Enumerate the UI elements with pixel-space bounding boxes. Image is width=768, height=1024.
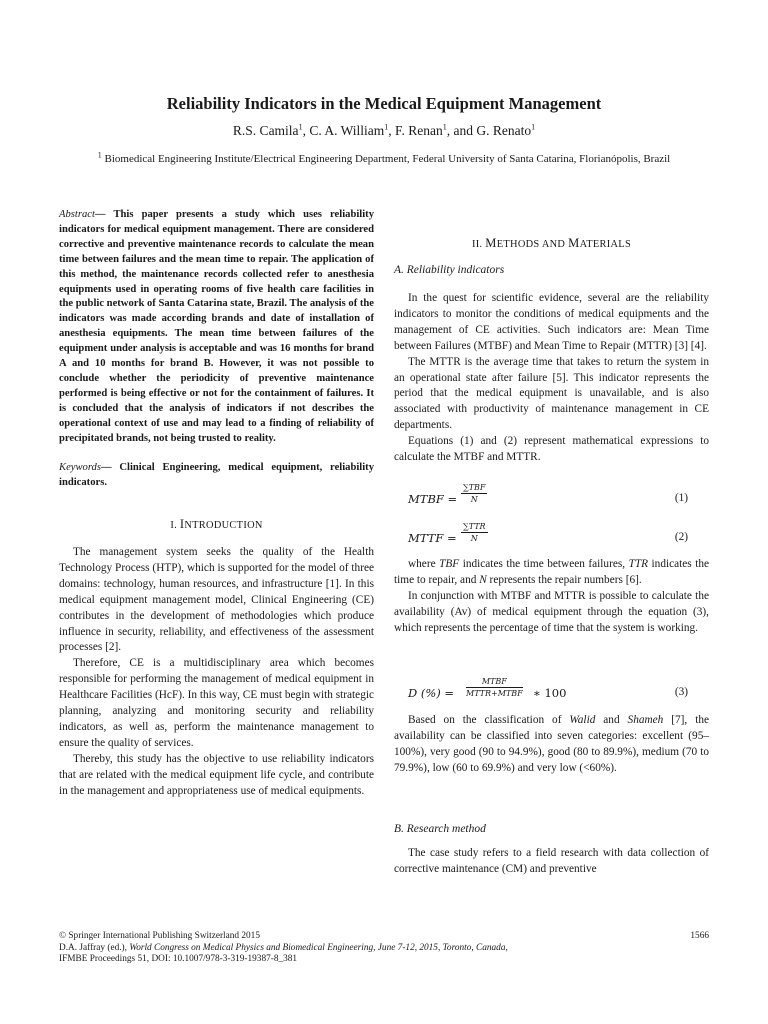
where-paragraph	[394, 557, 709, 589]
equation-denominator: N	[470, 534, 478, 543]
heading-rest: NTRODUCTION	[184, 520, 263, 531]
text-run: represents the repair numbers [6].	[486, 573, 642, 586]
text-run: [7], the availability can be classified into seven categories: excellent (95–100%), very good (90 to 94.9%), good (80 to 89.9%), medium (70 to 79.9%), low (60 to 69.9%) and very low (<60%).	[394, 714, 709, 774]
introduction-body	[59, 545, 374, 800]
text-run: and	[595, 714, 628, 726]
copyright-line: © Springer International Publishing Switzerland 2015	[59, 931, 260, 941]
citation-line	[59, 943, 709, 955]
intro-paragraph: Thereby, this study has the objective to use reliability indicators that are related with the medical equipment life cycle, and contribute in the management and appropriateness use of medical equipments.	[59, 752, 374, 797]
intro-paragraph: Therefore, CE is a multidisciplinary area which becomes responsible for performing the management of medical equipment in Healthcare Facilities (HcF). In this way, CE must begin with strategic planning, analyzing and monitoring security and reliability indicators, as well as, perform the maintenance management to ensure the quality of services.	[59, 657, 374, 749]
doi-line: IFMBE Proceedings 51, DOI: 10.1007/978-3-319-19387-8_381	[59, 954, 298, 964]
author-affil-mark: 1	[384, 122, 389, 132]
variable: TTR	[628, 558, 649, 570]
author-sep: ,	[388, 123, 396, 138]
author-sep: ,	[302, 123, 310, 138]
author-ref: Walid	[569, 714, 596, 726]
author-name: C. A. William	[309, 123, 385, 138]
classification-paragraph	[394, 713, 709, 777]
research-method-paragraph: The case study refers to a field research with data collection of corrective maintenance (CM) and preventive	[394, 847, 709, 875]
author-name: R.S. Camila	[232, 123, 299, 138]
methods-paragraph: In the quest for scientific evidence, several are the reliability indicators to monitor the conditions of medical equipments and the management of CE activities. Such indicators are: Mean Time between Failures (MTBF) and Mean Time to Repair (MTTR) [3] [4].	[394, 292, 709, 352]
author-name: G. Renato	[476, 123, 532, 138]
equation-lhs: D (%) =	[408, 686, 455, 700]
author-sep: , and	[446, 123, 477, 138]
text-run: indicates the time between failures,	[459, 558, 629, 570]
equation-3	[408, 677, 688, 707]
equation-lhs: MTBF =	[408, 492, 458, 506]
intro-paragraph: The management system seeks the quality of the Health Technology Process (HTP), which is supported for the model of three domains: technology, human resources, and infrastructure [1]. In this medical equipment management model, Clinical Engineering (CE) contributes in the development of methodologies which produce influence in security, reliability, and effectiveness of the assessment processes [2].	[59, 546, 374, 654]
affiliation	[0, 150, 768, 165]
equation-denominator: N	[470, 495, 478, 504]
text-run: where	[408, 558, 440, 570]
methods-body-b	[394, 557, 709, 637]
section-numeral: I.	[170, 520, 180, 531]
subsection-heading-a: A. Reliability indicators	[394, 264, 505, 276]
author-list	[0, 123, 768, 139]
author-affil-mark: 1	[531, 122, 536, 132]
footer	[59, 931, 709, 966]
text-run: Based on the classification of	[408, 714, 570, 726]
section-heading-introduction	[59, 517, 374, 532]
equation-number: (1)	[674, 492, 688, 504]
equation-numerator: MTBF	[466, 677, 523, 688]
equation-fraction	[461, 522, 488, 543]
equation-numerator: ∑TBF	[463, 483, 486, 492]
availability-paragraph: In conjunction with MTBF and MTTR is possible to calculate the availability (Av) of medical equipment through the equation (3), which represents the percentage of time that the system is working.	[394, 589, 709, 634]
abstract	[59, 208, 374, 447]
methods-paragraph: The MTTR is the average time that takes to return the system in an operational state after failure [5]. This indicator represents the period that the medical equipment is unavailable, and is also associated with productivity of maintenance management in CE departments.	[394, 355, 709, 432]
variable: N	[479, 573, 487, 586]
keywords-label: Keywords	[59, 462, 101, 473]
paper-title: Reliability Indicators in the Medical Equipment Management	[166, 94, 602, 113]
author-affil-mark: 1	[298, 122, 303, 132]
heading-rest: ETHODS AND	[496, 239, 569, 250]
equation-fraction	[461, 483, 487, 504]
author-ref: Shameh	[627, 714, 664, 726]
citation-editor: D.A. Jaffray (ed.),	[59, 942, 130, 953]
section-numeral: II.	[471, 239, 486, 250]
equation-numerator: ∑TTR	[463, 522, 486, 531]
abstract-text: This paper presents a study which uses reliability indicators for medical equipment management. There are considered corrective and preventive maintenance records to calculate the mean time between failures and the mean time to repair. The application of this method, the maintenance records collected refer to anesthesia equipments used in operating rooms of five health care facilities in the public network of Santa Catarina state, Brazil. The analysis of the indicators was made according brands and date of installation of anesthesia equipments. The mean time between failures of the equipment under analysis is acceptable and was 16 months for brand A and 10 months for brand B. However, it was not possible to conclude whether the periodicity of preventive maintenance performed is being effective or not for the containment of failures. It is concluded that the analysis of indicators if not describes the operational context of use and may lead to a finding of reliability of precipitated brands, not being trusted to reality.	[59, 209, 374, 444]
keywords	[59, 461, 374, 491]
equation-lhs: MTTF =	[408, 531, 457, 545]
author-name: F. Renan	[395, 123, 443, 138]
equation-1	[408, 483, 688, 513]
equation-multiplier: ∗ 100	[533, 686, 567, 700]
citation-venue: World Congress on Medical Physics and Biomedical Engineering, June 7-12, 2015, Toronto, Canada,	[129, 942, 508, 953]
heading-initial: I	[179, 517, 185, 531]
text-run: indicates the time to repair, and	[394, 558, 710, 586]
keywords-text: Clinical Engineering, medical equipment, reliability indicators.	[59, 462, 374, 488]
page-number: 1566	[690, 931, 709, 941]
heading-initial: M	[568, 236, 580, 250]
equation-2	[408, 522, 688, 552]
affiliation-text: Biomedical Engineering Institute/Electrical Engineering Department, Federal University of Santa Catarina, Florianópolis, Brazil	[104, 153, 671, 165]
abstract-label: Abstract	[59, 209, 95, 220]
author-affil-mark: 1	[442, 122, 447, 132]
methods-paragraph: Equations (1) and (2) represent mathematical expressions to calculate the MTBF and MTTR.	[394, 435, 709, 464]
equation-number: (2)	[674, 531, 688, 543]
heading-rest: ATERIALS	[579, 239, 632, 250]
equation-denominator: MTTR+MTBF	[466, 689, 523, 698]
equation-number: (3)	[674, 686, 688, 698]
keywords-dash: —	[100, 462, 120, 473]
methods-body-c	[394, 713, 709, 777]
methods-body-d	[394, 846, 709, 878]
subsection-heading-b: B. Research method	[394, 823, 486, 835]
methods-body-a	[394, 291, 709, 466]
equation-fraction	[466, 677, 523, 698]
section-heading-methods	[394, 236, 709, 251]
variable: TBF	[439, 558, 460, 570]
affil-mark: 1	[97, 150, 102, 160]
abstract-dash: —	[94, 209, 114, 220]
heading-initial: M	[485, 236, 497, 250]
